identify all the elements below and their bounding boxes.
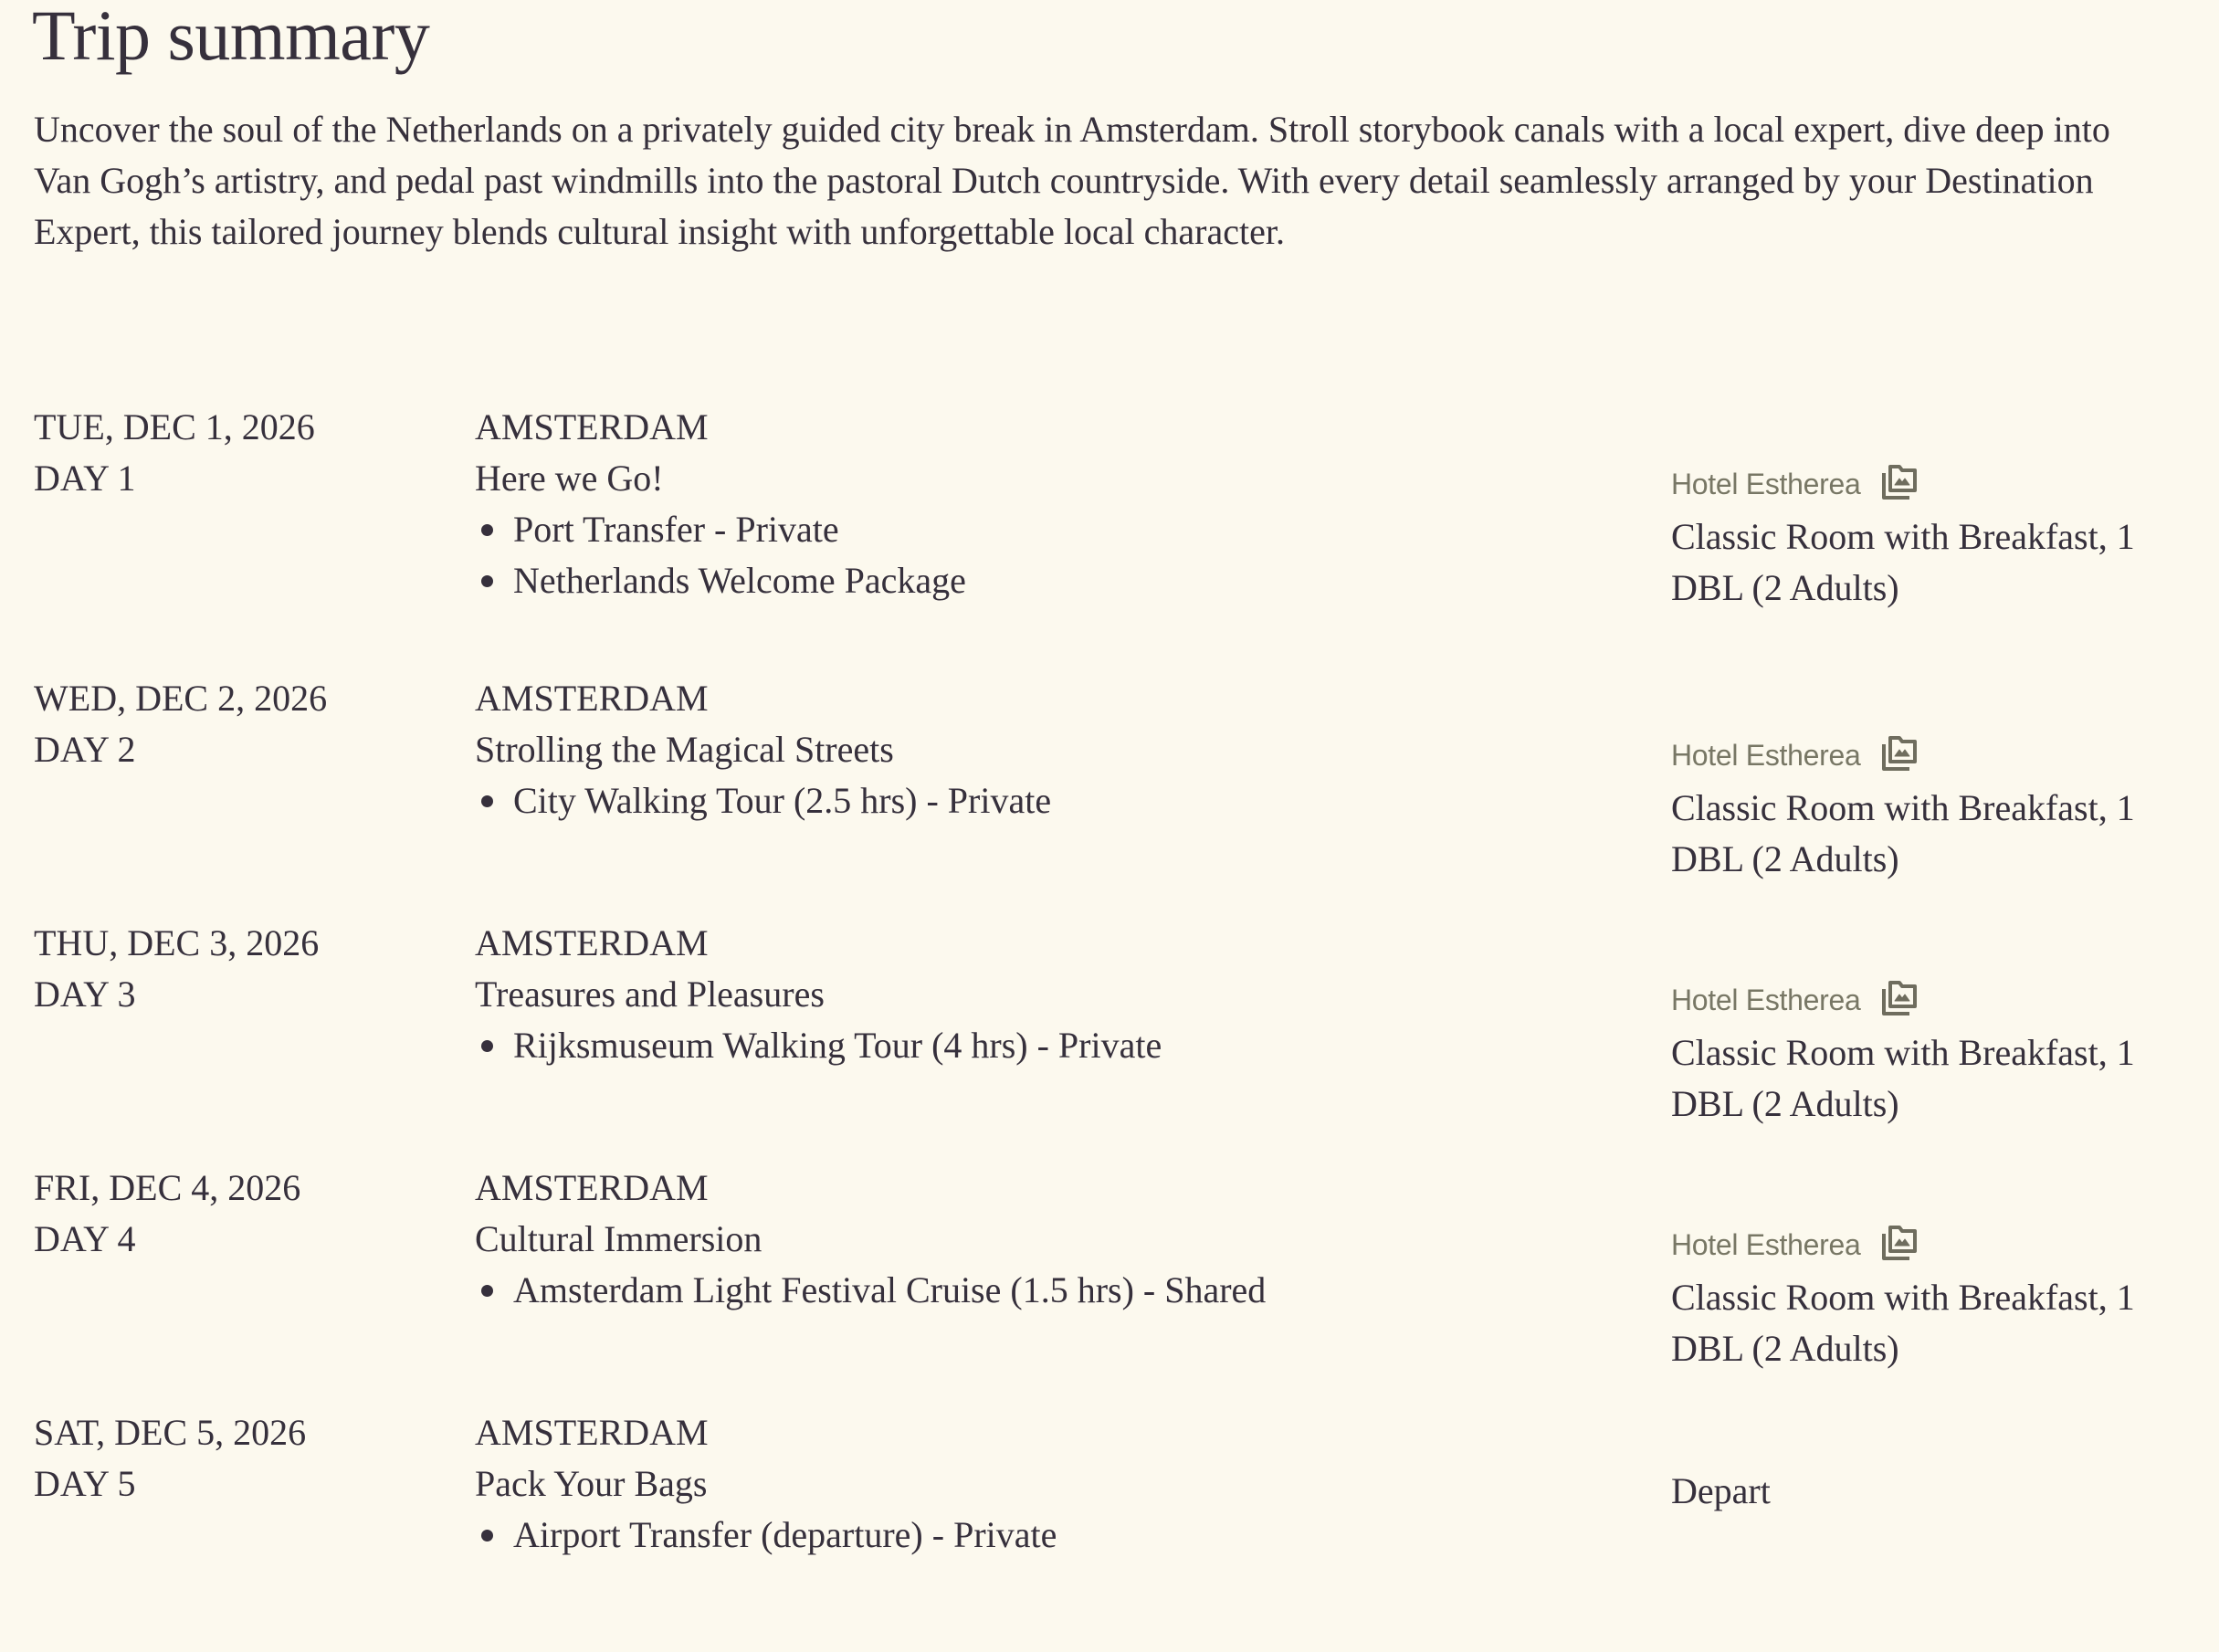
hotel-name-link[interactable]: Hotel Estherea [1671, 984, 1861, 1016]
activity-label: Airport Transfer (departure) - Private [513, 1514, 1057, 1555]
day-date-column [34, 1163, 436, 1265]
day-date: TUE, DEC 1, 2026 [34, 406, 315, 447]
page-title: Trip summary [32, 0, 430, 75]
day-plan-column [475, 1407, 1616, 1561]
day-date-column [34, 673, 436, 775]
itinerary-day-5 [0, 1407, 2219, 1652]
day-plan-column [475, 673, 1616, 826]
itinerary-day-2 [0, 673, 2219, 918]
activity-list [475, 775, 1616, 826]
day-stay-column [1671, 973, 2182, 1130]
day-date: SAT, DEC 5, 2026 [34, 1412, 307, 1453]
activity-label: Port Transfer - Private [513, 509, 839, 550]
room-description: Classic Room with Breakfast, 1 DBL (2 Adults) [1671, 1277, 2135, 1369]
room-description: Classic Room with Breakfast, 1 DBL (2 Adults) [1671, 516, 2135, 608]
activity-item [475, 1510, 1616, 1561]
activity-list [475, 504, 1616, 606]
day-headline: Treasures and Pleasures [475, 973, 825, 1015]
activity-item [475, 555, 1616, 606]
day-city: AMSTERDAM [475, 922, 709, 963]
day-plan-column [475, 918, 1616, 1071]
day-date: WED, DEC 2, 2026 [34, 678, 328, 719]
day-city: AMSTERDAM [475, 678, 709, 719]
activity-item [475, 504, 1616, 555]
itinerary-day-3 [0, 918, 2219, 1163]
day-headline: Here we Go! [475, 458, 664, 499]
photo-gallery-icon[interactable] [1880, 978, 1919, 1016]
itinerary-day-1 [0, 402, 2219, 673]
hotel-name-link[interactable]: Hotel Estherea [1671, 1228, 1861, 1261]
bullet-icon [481, 1040, 493, 1052]
trip-intro-paragraph: Uncover the soul of the Netherlands on a privately guided city break in Amsterdam. Stroll storybook canals with a local expert, dive deep into Van Gogh’s artistry, and pedal past windmills into the pastoral Dutch countryside. With every detail seamlessly arranged by your Destination Expert, this tailored journey blends cultural insight with unforgettable local character. [34, 109, 2110, 252]
activity-label: Netherlands Welcome Package [513, 560, 966, 601]
hotel-name-link[interactable]: Hotel Estherea [1671, 468, 1861, 500]
day-headline: Cultural Immersion [475, 1218, 762, 1259]
itinerary-day-4 [0, 1163, 2219, 1407]
activity-item [475, 1020, 1616, 1071]
activity-list [475, 1020, 1616, 1071]
day-city: AMSTERDAM [475, 1167, 709, 1208]
bullet-icon [481, 795, 493, 807]
day-number: DAY 4 [34, 1218, 136, 1259]
activity-label: Rijksmuseum Walking Tour (4 hrs) - Private [513, 1025, 1162, 1066]
day-plan-column [475, 1163, 1616, 1316]
day-city: AMSTERDAM [475, 1412, 709, 1453]
activity-label: City Walking Tour (2.5 hrs) - Private [513, 780, 1052, 821]
day-number: DAY 1 [34, 458, 136, 499]
activity-label: Amsterdam Light Festival Cruise (1.5 hrs) - Shared [513, 1269, 1267, 1310]
day-date-column [34, 918, 436, 1020]
day-date: FRI, DEC 4, 2026 [34, 1167, 301, 1208]
day-date: THU, DEC 3, 2026 [34, 922, 320, 963]
activity-list [475, 1265, 1616, 1316]
day-date-column [34, 402, 436, 504]
day-plan-column [475, 402, 1616, 606]
room-description: Classic Room with Breakfast, 1 DBL (2 Adults) [1671, 1032, 2135, 1124]
activity-item [475, 775, 1616, 826]
itinerary-list [0, 402, 2219, 1652]
bullet-icon [481, 524, 493, 536]
bullet-icon [481, 1285, 493, 1297]
activity-item [475, 1265, 1616, 1316]
day-stay-column [1671, 1217, 2182, 1374]
day-stay-column [1671, 1462, 2182, 1517]
room-description: Classic Room with Breakfast, 1 DBL (2 Adults) [1671, 787, 2135, 879]
hotel-line [1671, 458, 2182, 510]
hotel-line [1671, 974, 2182, 1026]
day-number: DAY 3 [34, 973, 136, 1015]
bullet-icon [481, 1530, 493, 1542]
day-stay-column [1671, 728, 2182, 885]
day-date-column [34, 1407, 436, 1510]
day-number: DAY 2 [34, 729, 136, 770]
day-city: AMSTERDAM [475, 406, 709, 447]
day-stay-column [1671, 457, 2182, 614]
activity-list [475, 1510, 1616, 1561]
day-number: DAY 5 [34, 1463, 136, 1504]
hotel-name-link[interactable]: Hotel Estherea [1671, 739, 1861, 772]
bullet-icon [481, 575, 493, 587]
hotel-line [1671, 730, 2182, 781]
day-headline: Strolling the Magical Streets [475, 729, 894, 770]
photo-gallery-icon[interactable] [1880, 462, 1919, 500]
photo-gallery-icon[interactable] [1880, 733, 1919, 772]
depart-note: Depart [1671, 1470, 1771, 1511]
photo-gallery-icon[interactable] [1880, 1223, 1919, 1261]
hotel-line [1671, 1219, 2182, 1270]
day-headline: Pack Your Bags [475, 1463, 708, 1504]
